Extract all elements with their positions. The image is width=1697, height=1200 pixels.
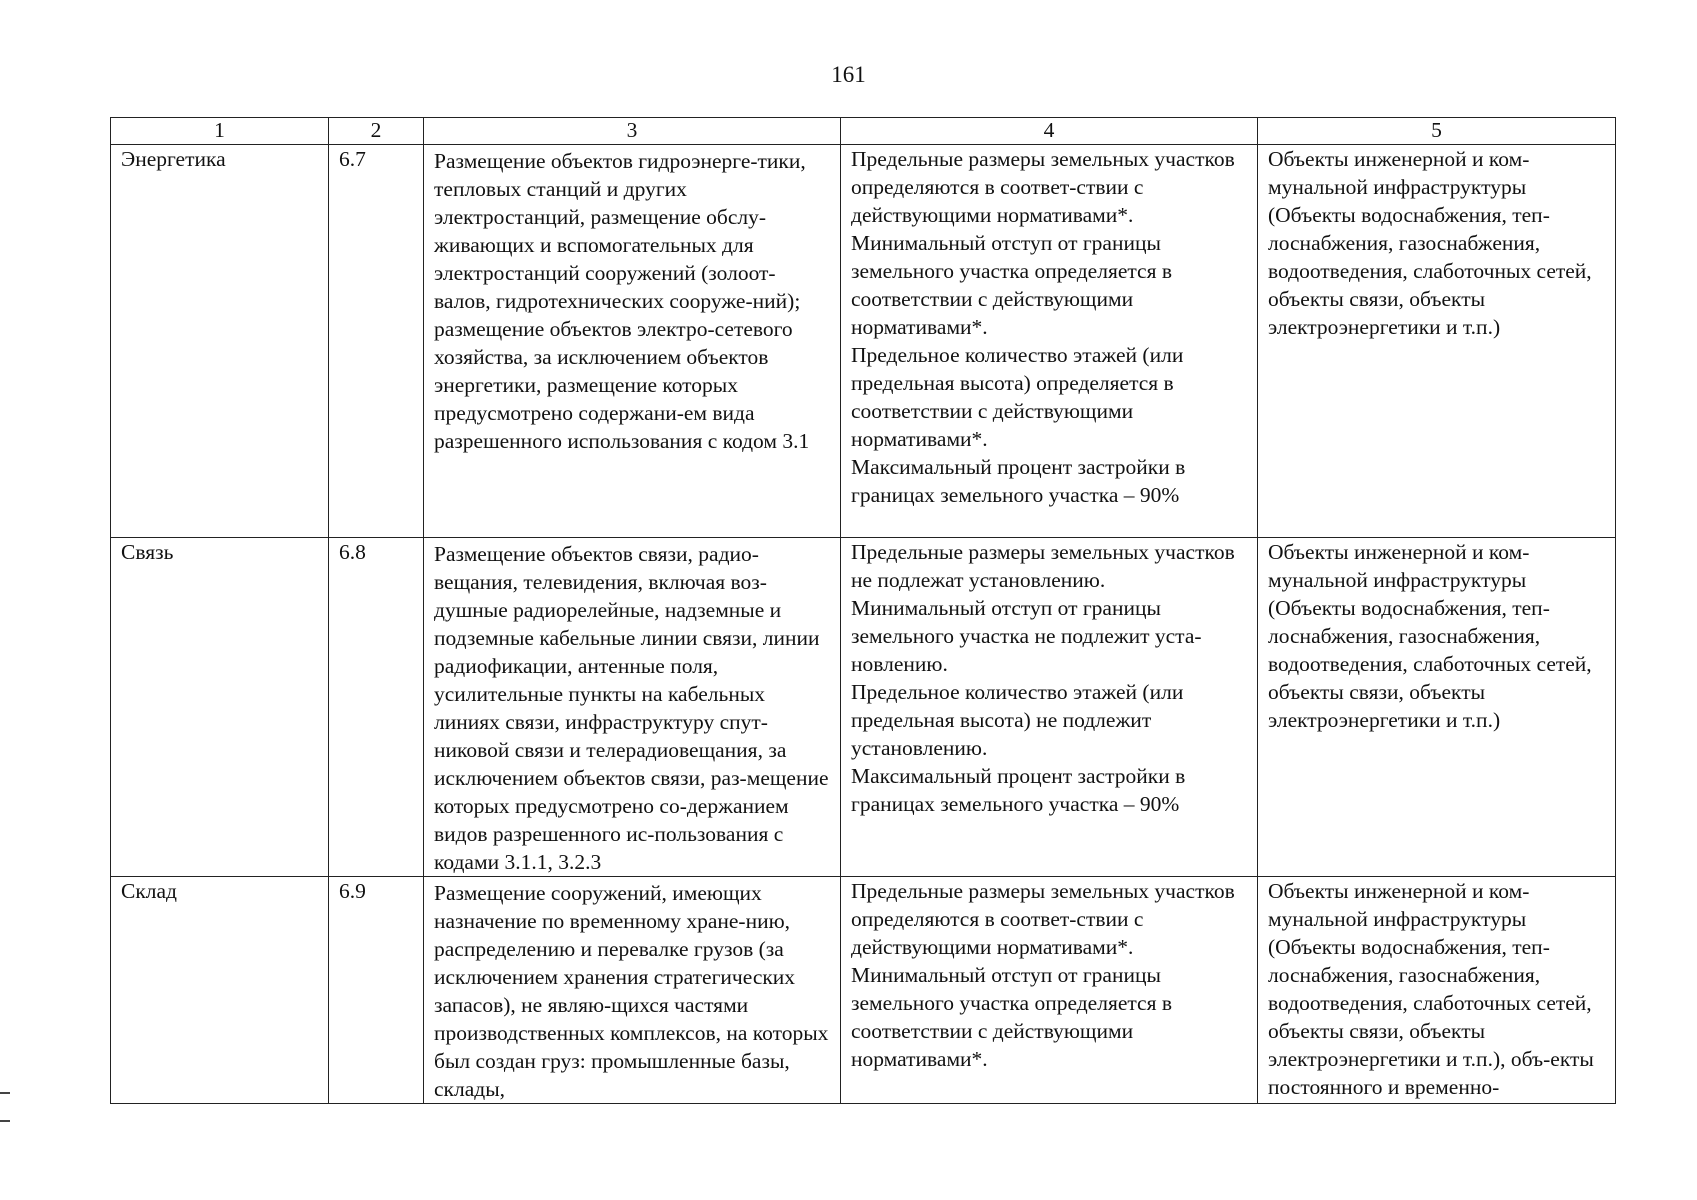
column-header-2: 2 bbox=[329, 118, 424, 145]
use-name-cell: Энергетика bbox=[111, 145, 329, 538]
column-header-1: 1 bbox=[111, 118, 329, 145]
use-code-cell: 6.7 bbox=[329, 145, 424, 538]
column-header-4: 4 bbox=[841, 118, 1258, 145]
scan-edge-mark bbox=[0, 1120, 10, 1122]
parameter-text: Предельное количество этажей (или предельная высота) не подлежит установлению. bbox=[851, 680, 1184, 760]
land-use-table bbox=[110, 117, 1616, 1104]
scan-edge-mark bbox=[0, 1092, 10, 1094]
use-code-cell: 6.9 bbox=[329, 877, 424, 1104]
column-header-5: 5 bbox=[1258, 118, 1616, 145]
parameters-cell bbox=[841, 877, 1258, 1104]
parameters-cell bbox=[841, 538, 1258, 877]
column-header-3: 3 bbox=[424, 118, 841, 145]
table-header bbox=[111, 118, 1616, 145]
table-row bbox=[111, 145, 1616, 538]
parameter-text: Максимальный процент застройки в границах земельного участка – 90% bbox=[851, 764, 1186, 816]
use-description-cell: Размещение сооружений, имеющих назначение по временному хране-нию, распределению и перевалке грузов (за исключением хранения стратегических запасов), не являю-щихся частями производственных комплексов, на которых был создан груз: промышленные базы, склады, bbox=[424, 877, 841, 1104]
header-row bbox=[111, 118, 1616, 145]
parameter-text: Предельные размеры земельных участков определяются в соответ-ствии с действующими нормативами*. bbox=[851, 879, 1235, 959]
use-description-cell: Размещение объектов гидроэнерге-тики, тепловых станций и других электростанций, размещение обслу-живающих и вспомогательных для электростанций сооружений (золоот-валов, гидротехнических сооруже-ний); размещение объектов электро-сетевого хозяйства, за исключением объектов энергетики, размещение которых предусмотрено содержани-ем вида разрешенного использования с кодом 3.1 bbox=[424, 145, 841, 538]
parameter-text: Предельные размеры земельных участков определяются в соответ-ствии с действующими нормативами*. bbox=[851, 147, 1235, 227]
table-row bbox=[111, 877, 1616, 1104]
use-code-cell: 6.8 bbox=[329, 538, 424, 877]
parameters-cell bbox=[841, 145, 1258, 538]
use-description-cell: Размещение объектов связи, радио-вещания, телевидения, включая воз-душные радиорелейные, надземные и подземные кабельные линии связи, линии радиофикации, антенные поля, усилительные пункты на кабельных линиях связи, инфраструктуру спут-никовой связи и телерадиовещания, за исключением объектов связи, раз-мещение которых предусмотрено со-держанием видов разрешенного ис-пользования с кодами 3.1.1, 3.2.3 bbox=[424, 538, 841, 877]
parameter-text: Минимальный отступ от границы земельного участка определяется в соответствии с действующими нормативами*. bbox=[851, 963, 1172, 1071]
parameter-text: Минимальный отступ от границы земельного участка не подлежит уста-новлению. bbox=[851, 596, 1202, 676]
parameter-text: Предельные размеры земельных участков не подлежат установлению. bbox=[851, 540, 1235, 592]
infrastructure-cell: Объекты инженерной и ком-мунальной инфраструктуры (Объекты водоснабжения, теп-лоснабжения, газоснабжения, водоотведения, слаботочных сетей, объекты связи, объекты электроэнергетики и т.п.) bbox=[1258, 538, 1616, 877]
infrastructure-cell: Объекты инженерной и ком-мунальной инфраструктуры (Объекты водоснабжения, теп-лоснабжения, газоснабжения, водоотведения, слаботочных сетей, объекты связи, объекты электроэнергетики и т.п.), объ-екты постоянного и временно- bbox=[1258, 877, 1616, 1104]
use-name-cell: Склад bbox=[111, 877, 329, 1104]
infrastructure-cell: Объекты инженерной и ком-мунальной инфраструктуры (Объекты водоснабжения, теп-лоснабжения, газоснабжения, водоотведения, слаботочных сетей, объекты связи, объекты электроэнергетики и т.п.) bbox=[1258, 145, 1616, 538]
use-name-cell: Связь bbox=[111, 538, 329, 877]
page-number: 161 bbox=[831, 62, 866, 87]
table-row bbox=[111, 538, 1616, 877]
parameter-text: Предельное количество этажей (или предельная высота) определяется в соответствии с действующими нормативами*. bbox=[851, 343, 1184, 451]
parameter-text: Максимальный процент застройки в границах земельного участка – 90% bbox=[851, 455, 1186, 507]
parameter-text: Минимальный отступ от границы земельного участка определяется в соответствии с действующими нормативами*. bbox=[851, 231, 1172, 339]
